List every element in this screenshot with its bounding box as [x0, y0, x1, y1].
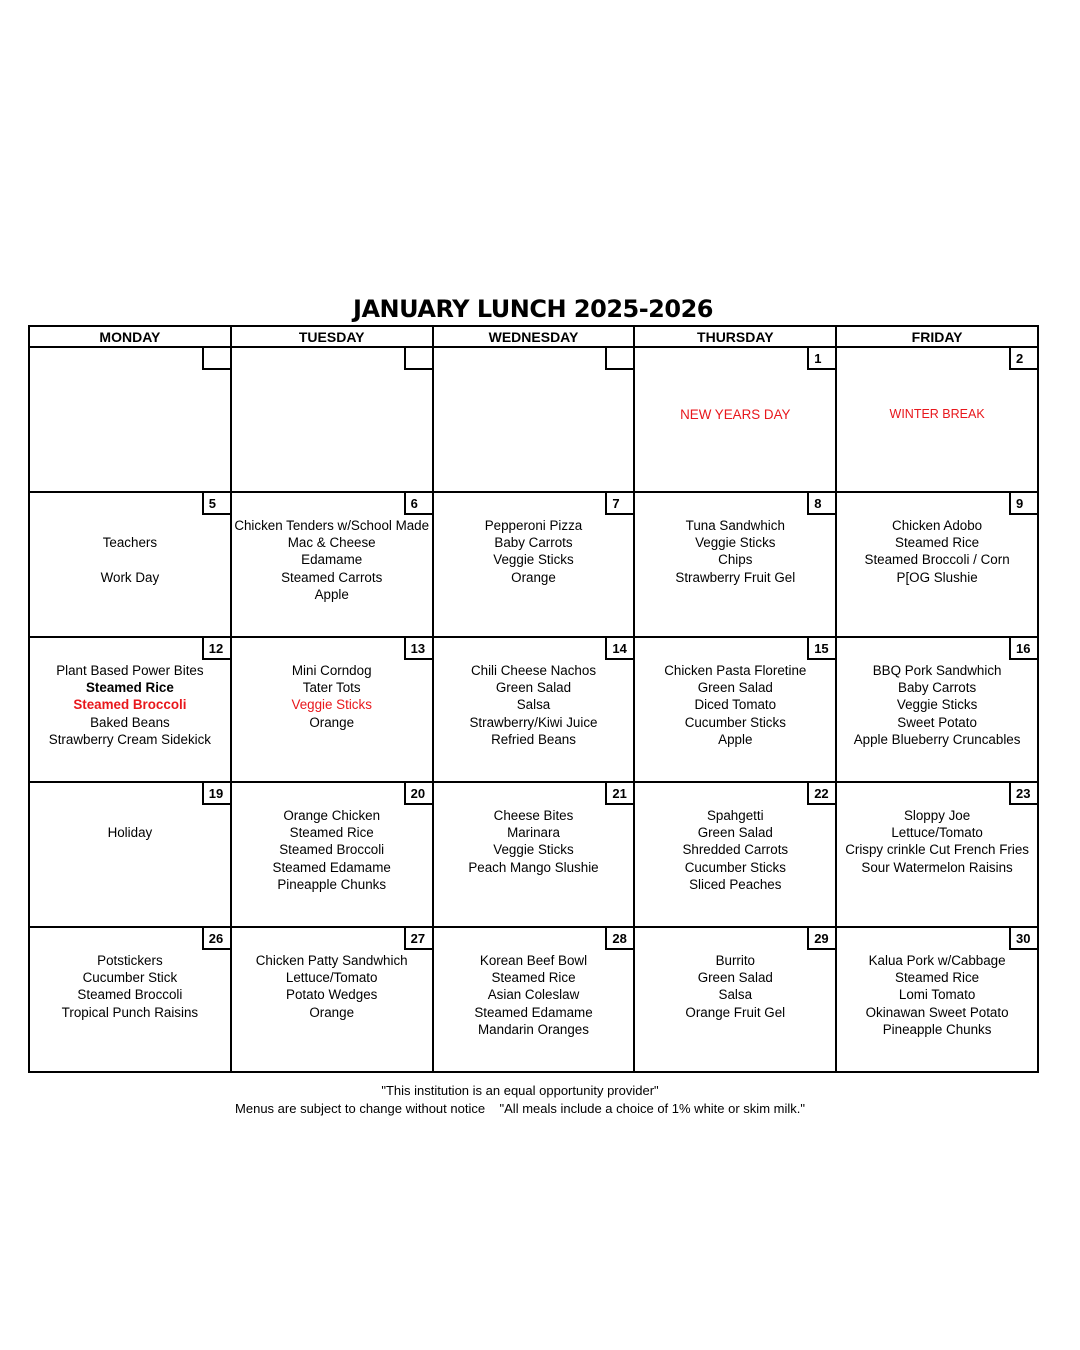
menu-item: Steamed Rice: [895, 970, 980, 986]
menu-item: Korean Beef Bowl: [479, 953, 588, 968]
menu-item: Tropical Punch Raisins: [61, 1004, 199, 1020]
menu-items: [434, 517, 634, 586]
menu-item: Shredded Carrots: [682, 842, 789, 858]
menu-item: Refried Beans: [491, 731, 576, 747]
day-cell-monday: [29, 492, 231, 637]
menu-items: [837, 662, 1037, 748]
week-row: [29, 782, 1038, 927]
day-number: 12: [202, 638, 230, 660]
menu-item: Tuna Sandwhich: [685, 518, 785, 533]
header-wednesday: WEDNESDAY: [433, 326, 635, 347]
day-cell-thursday: [634, 492, 836, 637]
day-cell-tuesday: [231, 492, 433, 637]
menu-item: Sliced Peaches: [689, 876, 782, 892]
menu-item: Steamed Rice: [85, 680, 174, 696]
menu-item: Chili Cheese Nachos: [470, 663, 597, 678]
weekday-header-row: [29, 326, 1038, 347]
menu-item: Orange: [309, 1004, 355, 1020]
menu-items: [837, 952, 1037, 1038]
menu-item: Steamed Rice: [895, 535, 980, 551]
footer-line-1: "This institution is an equal opportunity provider": [381, 1083, 659, 1098]
day-number: 13: [404, 638, 432, 660]
menu-item: Steamed Edamame: [272, 859, 391, 875]
menu-items: [30, 662, 230, 748]
menu-items: [232, 662, 432, 731]
menu-item: Lettuce/Tomato: [891, 825, 983, 841]
menu-item: Steamed Broccoli: [279, 842, 385, 858]
day-number: 15: [807, 638, 835, 660]
day-cell-tuesday: [231, 637, 433, 782]
menu-item: Spahgetti: [706, 808, 764, 823]
menu-items: [232, 807, 432, 893]
menu-item: Orange Chicken: [283, 808, 381, 823]
menu-items: [837, 406, 1037, 423]
menu-items: [434, 662, 634, 748]
day-cell-thursday: [634, 347, 836, 492]
page-title: JANUARY LUNCH 2025-2026: [353, 295, 713, 323]
menu-item: Work Day: [100, 569, 160, 585]
menu-item: Diced Tomato: [694, 697, 777, 713]
day-number: 20: [404, 783, 432, 805]
day-cell-wednesday: [433, 492, 635, 637]
menu-item: Green Salad: [697, 825, 773, 841]
menu-item: [30, 517, 230, 534]
menu-items: [232, 517, 432, 603]
day-number: 28: [605, 928, 633, 950]
menu-items: [30, 807, 230, 841]
day-number: [202, 348, 230, 370]
menu-item: Baked Beans: [90, 714, 170, 730]
menu-item: Burrito: [715, 953, 756, 968]
menu-item: Apple Blueberry Cruncables: [853, 731, 1021, 747]
menu-item: Cucumber Sticks: [684, 859, 786, 875]
menu-item: Lettuce/Tomato: [285, 970, 378, 986]
menu-items: [232, 952, 432, 1021]
menu-item: Mandarin Oranges: [478, 1021, 589, 1037]
day-number: 2: [1009, 348, 1037, 370]
menu-items: [837, 517, 1037, 586]
day-cell-monday: [29, 347, 231, 492]
day-cell-wednesday: [433, 637, 635, 782]
menu-item: Orange Fruit Gel: [685, 1004, 786, 1020]
menu-item: Veggie Sticks: [291, 697, 372, 713]
day-number: 5: [202, 493, 230, 515]
day-cell-wednesday: [433, 347, 635, 492]
menu-item: Green Salad: [697, 680, 773, 696]
menu-item: Steamed Rice: [491, 970, 576, 986]
menu-item: Baby Carrots: [898, 680, 977, 696]
menu-item: Pepperoni Pizza: [484, 518, 583, 533]
day-cell-tuesday: [231, 347, 433, 492]
day-cell-wednesday: [433, 927, 635, 1072]
menu-item: Strawberry/Kiwi Juice: [469, 714, 598, 730]
menu-items: [30, 517, 230, 586]
day-cell-friday: [836, 782, 1038, 927]
menu-items: [434, 807, 634, 876]
day-cell-thursday: [634, 927, 836, 1072]
menu-item: Chicken Pasta Floretine: [664, 663, 807, 678]
menu-item: Kalua Pork w/Cabbage: [868, 953, 1006, 968]
day-number: 6: [404, 493, 432, 515]
menu-item: Baby Carrots: [494, 535, 573, 551]
menu-item: Asian Coleslaw: [487, 987, 580, 1003]
day-number: 23: [1009, 783, 1037, 805]
menu-item: Lomi Tomato: [898, 987, 976, 1003]
week-row: [29, 927, 1038, 1072]
menu-items: [635, 517, 835, 586]
menu-item: Mac & Cheese: [287, 535, 376, 551]
menu-item: Crispy crinkle Cut French Fries: [845, 842, 1029, 858]
menu-item: Apple: [718, 731, 753, 747]
menu-item: Peach Mango Slushie: [468, 859, 599, 875]
menu-item: Cheese Bites: [493, 808, 574, 823]
menu-item: Holiday: [107, 825, 153, 841]
day-number: 16: [1009, 638, 1037, 660]
day-cell-friday: [836, 347, 1038, 492]
menu-item: Steamed Broccoli / Corn: [864, 552, 1010, 568]
day-cell-friday: [836, 492, 1038, 637]
menu-item: P[OG Slushie: [896, 569, 978, 585]
day-cell-thursday: [634, 637, 836, 782]
menu-item: Okinawan Sweet Potato: [865, 1004, 1009, 1020]
footer: [0, 1082, 1040, 1118]
week-row: [29, 492, 1038, 637]
menu-item: Pineapple Chunks: [277, 876, 387, 892]
day-cell-monday: [29, 637, 231, 782]
menu-item: Steamed Broccoli: [73, 697, 187, 713]
menu-item: Sweet Potato: [897, 714, 977, 730]
header-monday: MONDAY: [29, 326, 231, 347]
menu-item: Sour Watermelon Raisins: [861, 859, 1013, 875]
menu-item: Steamed Broccoli: [77, 987, 183, 1003]
menu-items: [434, 952, 634, 1038]
day-cell-monday: [29, 782, 231, 927]
day-number: [404, 348, 432, 370]
header-tuesday: TUESDAY: [231, 326, 433, 347]
header-thursday: THURSDAY: [634, 326, 836, 347]
menu-item: Cucumber Stick: [82, 970, 178, 986]
menu-item: Orange: [309, 714, 355, 730]
day-number: [605, 348, 633, 370]
menu-item: Salsa: [718, 987, 753, 1003]
menu-item: [30, 551, 230, 568]
day-cell-thursday: [634, 782, 836, 927]
menu-item: Potato Wedges: [286, 987, 378, 1003]
menu-item: Green Salad: [495, 680, 572, 696]
day-cell-monday: [29, 927, 231, 1072]
lunch-calendar: [28, 325, 1039, 1073]
menu-items: [635, 406, 835, 423]
menu-item: Steamed Rice: [289, 825, 374, 841]
menu-items: [635, 952, 835, 1021]
day-number: 9: [1009, 493, 1037, 515]
day-number: 21: [605, 783, 633, 805]
menu-item: Mini Corndog: [291, 663, 372, 678]
menu-item: Edamame: [301, 552, 363, 568]
menu-item: Strawberry Cream Sidekick: [48, 731, 211, 747]
menu-item: Veggie Sticks: [896, 697, 978, 713]
menu-item: Plant Based Power Bites: [56, 663, 204, 678]
day-cell-tuesday: [231, 927, 433, 1072]
day-number: 8: [807, 493, 835, 515]
menu-item: Chicken Adobo: [892, 518, 983, 533]
day-number: 14: [605, 638, 633, 660]
day-number: 27: [404, 928, 432, 950]
day-cell-friday: [836, 637, 1038, 782]
menu-item: Sloppy Joe: [903, 808, 971, 823]
menu-item: Apple: [314, 586, 349, 602]
menu-item: Steamed Carrots: [281, 569, 383, 585]
day-number: 29: [807, 928, 835, 950]
menu-item: Salsa: [516, 697, 551, 713]
menu-item: WINTER BREAK: [889, 407, 985, 421]
day-number: 7: [605, 493, 633, 515]
menu-item: Marinara: [507, 825, 560, 841]
menu-item: Potstickers: [97, 953, 163, 968]
menu-item: Veggie Sticks: [695, 535, 776, 551]
menu-item: Pineapple Chunks: [882, 1021, 992, 1037]
menu-item: BBQ Pork Sandwhich: [872, 663, 1002, 678]
day-cell-wednesday: [433, 782, 635, 927]
day-number: 22: [807, 783, 835, 805]
menu-items: [635, 807, 835, 893]
menu-item: Strawberry Fruit Gel: [675, 569, 796, 585]
day-number: 26: [202, 928, 230, 950]
menu-item: Orange: [511, 569, 556, 585]
day-number: 1: [807, 348, 835, 370]
week-row: [29, 637, 1038, 782]
day-number: 19: [202, 783, 230, 805]
header-friday: FRIDAY: [836, 326, 1038, 347]
menu-item: Chicken Tenders w/School Made: [234, 518, 430, 533]
menu-item: NEW YEARS DAY: [680, 407, 791, 422]
menu-item: Veggie Sticks: [493, 552, 574, 568]
menu-item: Green Salad: [697, 970, 773, 986]
menu-item: Steamed Edamame: [474, 1004, 593, 1020]
menu-item: [30, 807, 230, 824]
footer-line-2: Menus are subject to change without notice "All meals include a choice of 1% white or skim milk.": [235, 1101, 805, 1116]
menu-item: Teachers: [102, 535, 158, 551]
day-number: 30: [1009, 928, 1037, 950]
week-row: [29, 347, 1038, 492]
menu-item: Veggie Sticks: [493, 842, 574, 858]
menu-item: Cucumber Sticks: [684, 714, 786, 730]
day-cell-tuesday: [231, 782, 433, 927]
menu-items: [837, 807, 1037, 876]
menu-item: Chicken Patty Sandwhich: [255, 953, 408, 968]
menu-items: [635, 662, 835, 748]
day-cell-friday: [836, 927, 1038, 1072]
menu-item: Tater Tots: [302, 680, 361, 696]
menu-item: Chips: [718, 552, 753, 568]
menu-items: [30, 952, 230, 1021]
